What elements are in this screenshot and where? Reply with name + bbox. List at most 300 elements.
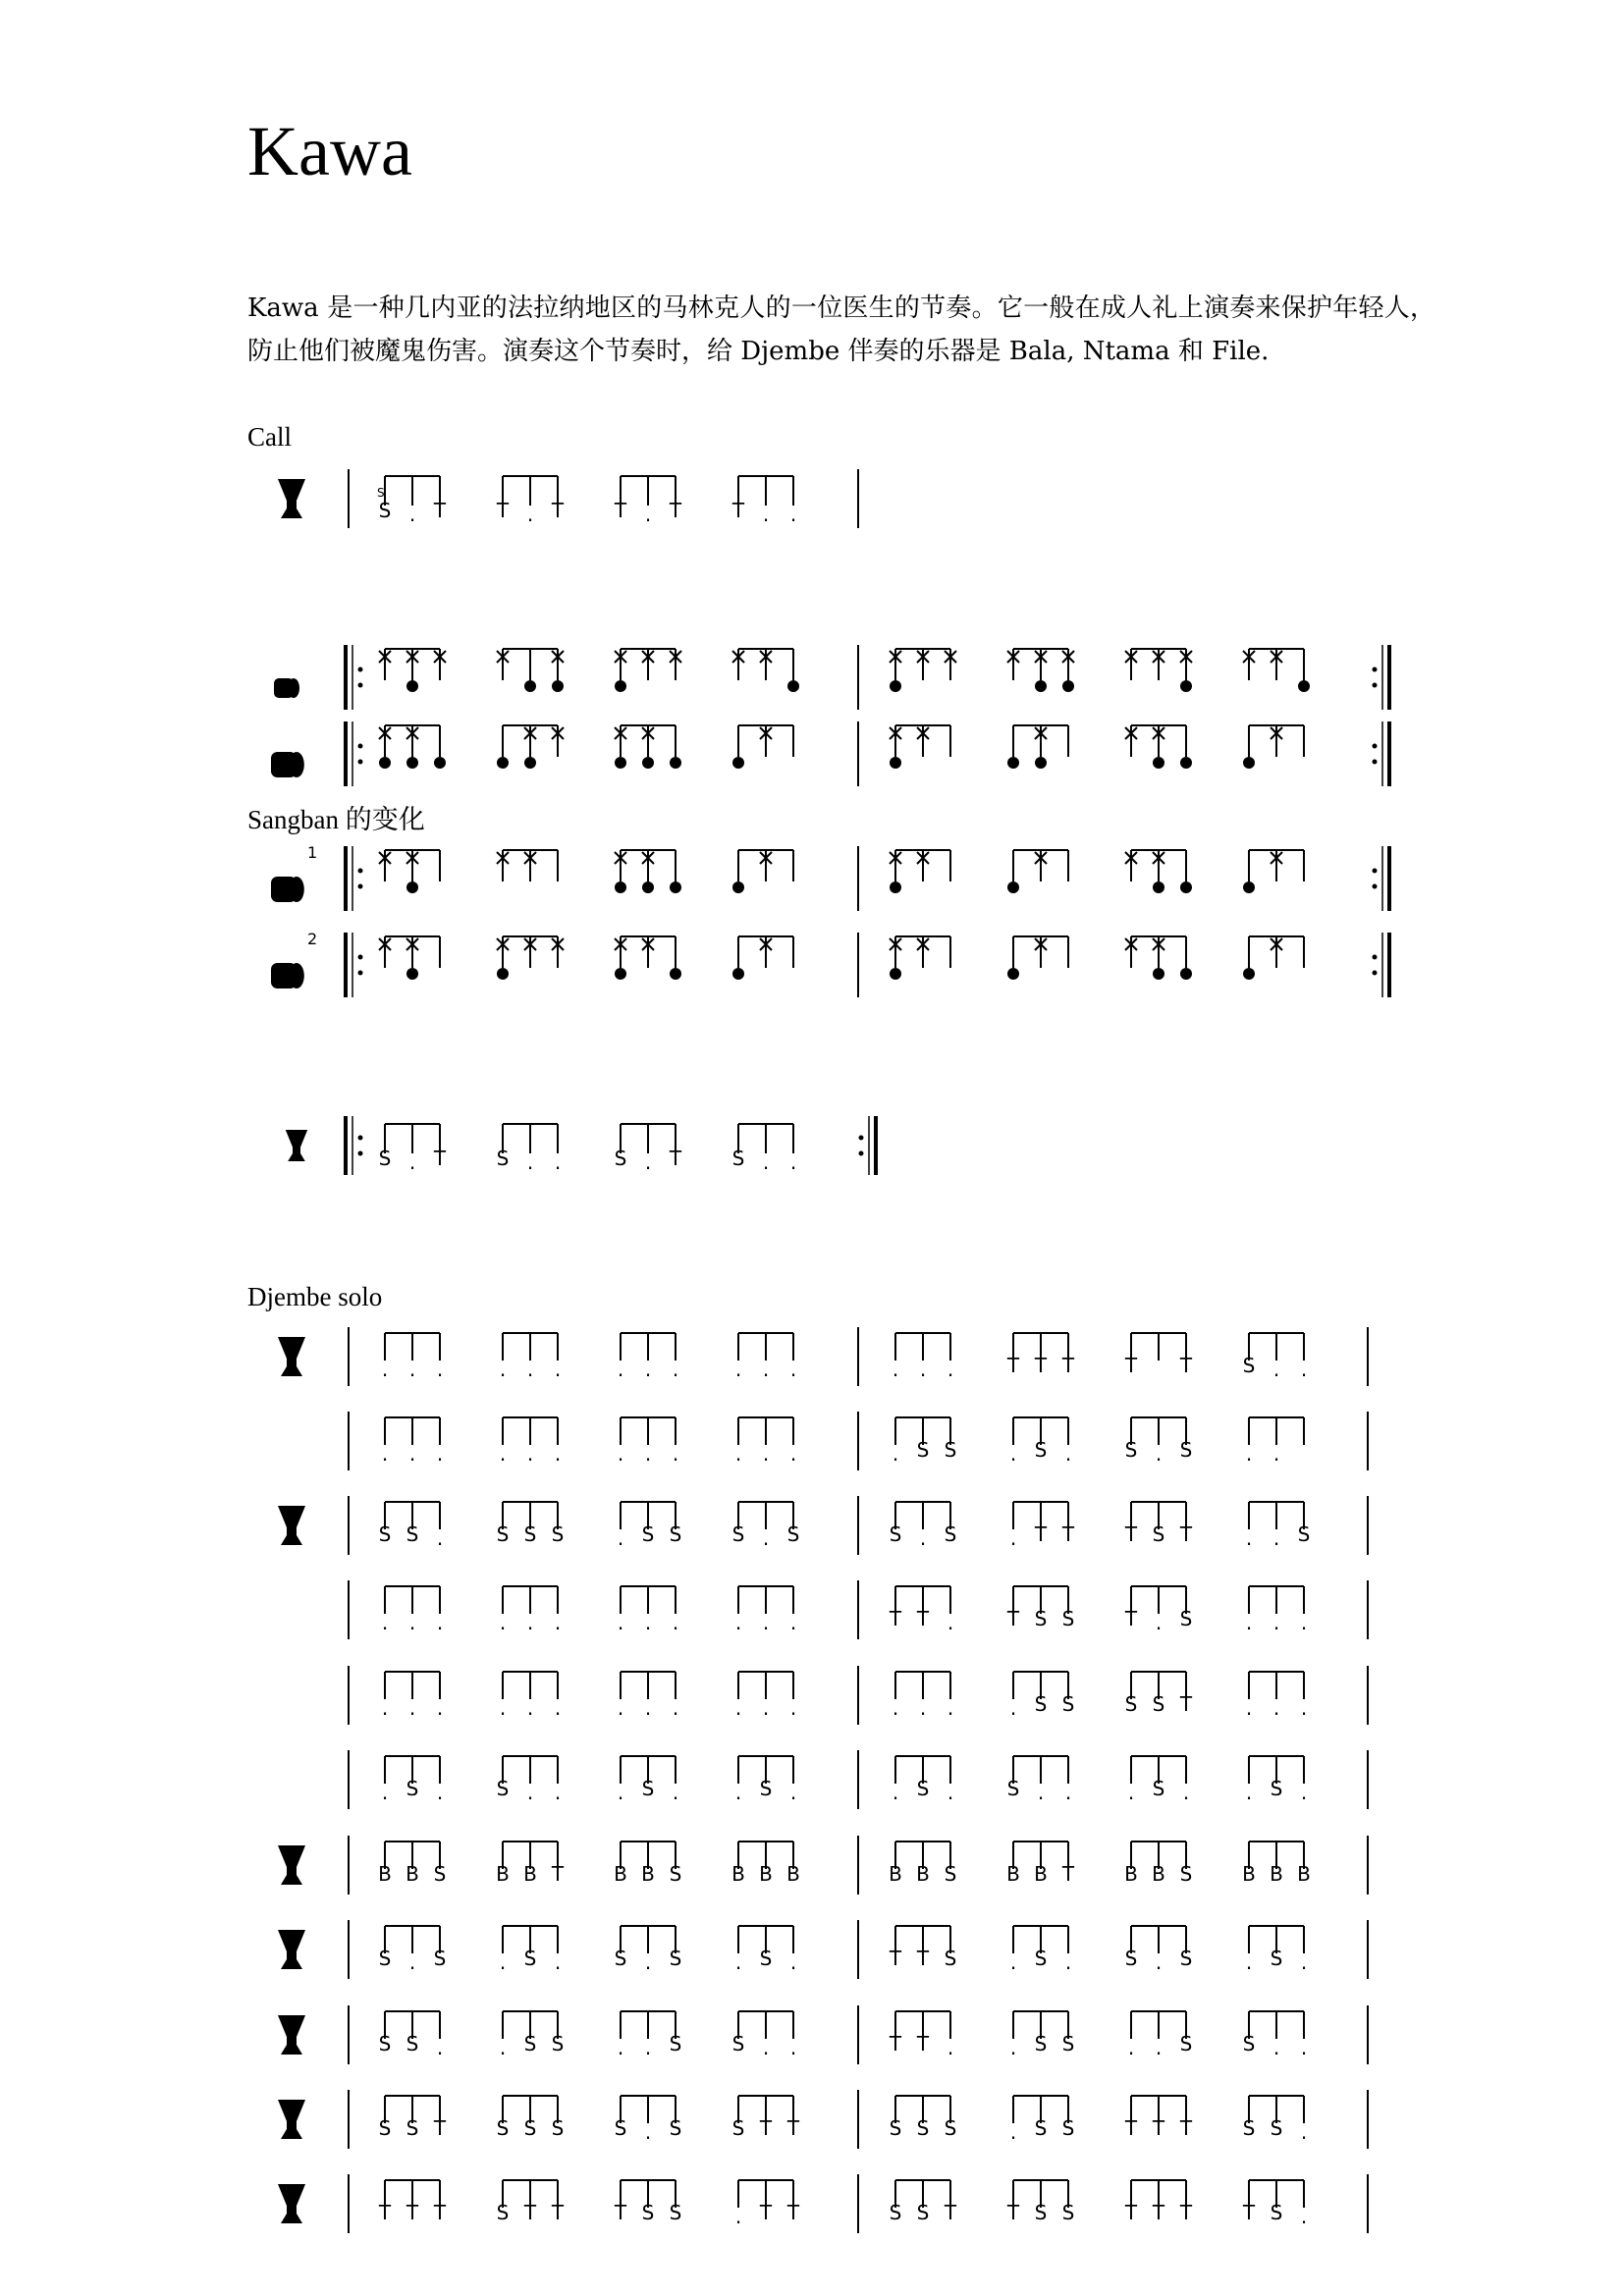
beat-group [1246,1926,1307,1974]
beat-group [500,2011,565,2059]
note-t: T [889,1607,902,1630]
beat-group [1128,1756,1189,1804]
note-t: T [1006,1354,1020,1377]
note-s: S [1124,1692,1138,1716]
beat-group [735,1333,796,1381]
drum-hit [1153,881,1164,893]
note-s: S [916,1438,930,1462]
rest-dot: . [734,1442,742,1466]
rest-dot: . [762,1358,770,1381]
rest-dot: . [554,1611,562,1634]
drum-hit [1180,881,1192,893]
rest-dot: . [526,1781,534,1804]
drum-hit [406,968,418,980]
rest-dot: . [408,1442,416,1466]
rest-dot: . [617,1526,624,1550]
beat-group [1010,1417,1071,1466]
note-s: S [496,1522,510,1546]
section-label-sangban-variation: Sangban 的变化 [247,805,425,834]
rest-dot: . [947,1696,954,1720]
drum-hit [497,757,509,769]
rest-dot: . [1300,2205,1308,2228]
beat-group [615,1926,682,1974]
note-s: S [406,1522,419,1546]
beat-group [1124,2180,1193,2224]
rest-dot: . [734,1781,742,1804]
rest-dot: . [734,1611,742,1634]
rest-dot: . [554,1150,562,1174]
drum-hit [434,757,446,769]
note-s: S [496,2201,510,2224]
beat-group [1243,1333,1308,1381]
note-t: T [1124,1607,1138,1630]
beat-group [497,725,564,769]
note-s: S [731,2116,745,2140]
beat-group [735,1586,796,1634]
repeat-start [346,721,363,786]
drum-hit [1007,757,1019,769]
rest-dot: . [789,1696,797,1720]
beat-group [1007,850,1068,893]
rest-dot: . [526,1150,534,1174]
beat-group [497,649,564,692]
beat-group [379,725,446,769]
note-s: S [916,2116,930,2140]
beat-group [500,1417,561,1466]
beat-group [496,476,565,526]
rest-dot: . [644,1696,652,1720]
note-s: S [1242,2032,1256,2056]
beat-group [615,1124,682,1174]
beat-group [1128,2011,1193,2059]
drum-hit [642,881,654,893]
beat-group [735,1756,796,1804]
beat-group [379,850,440,893]
rest-dot: . [1300,1781,1308,1804]
note-s: S [1242,2116,1256,2140]
beat-group [893,1417,957,1466]
note-t: T [1006,2201,1020,2224]
dundun-large-icon [271,752,304,777]
note-t: T [1006,1607,1020,1630]
rest-dot: . [1155,1442,1163,1466]
drum-hit [732,881,744,893]
beat-group [732,850,793,893]
note-t: T [731,499,745,522]
beat-group [1124,1333,1193,1377]
beat-group [497,850,558,881]
beat-group [497,1502,565,1546]
beat-group [732,1502,800,1550]
note-s: S [944,1947,957,1970]
note-t: T [496,499,510,522]
beat-group [382,1672,443,1720]
rest-dot: . [762,503,770,526]
variant-number: 2 [307,930,318,948]
rest-dot: . [1155,1950,1163,1974]
note-s: S [889,1522,902,1546]
rest-dot: . [892,1781,899,1804]
rest-dot: . [644,503,652,526]
drum-hit [732,757,744,769]
drum-hit [1180,757,1192,769]
note-t: T [916,2032,930,2056]
rest-dot: . [644,1150,652,1174]
note-s: S [551,2032,565,2056]
repeat-start [346,846,363,911]
beat-group [379,649,446,692]
beat-group [614,2180,681,2224]
note-t: T [523,2201,537,2224]
note-t: T [433,2201,447,2224]
rest-dot: . [381,1696,389,1720]
rest-dot: . [1009,2036,1017,2059]
note-t: T [786,2116,800,2140]
drum-hit [1007,968,1019,980]
djembe-icon [278,1506,305,1545]
beat-group [382,1333,443,1381]
rest-dot: . [554,1781,562,1804]
beat-group [379,2011,444,2059]
beat-group [889,1926,956,1970]
rest-dot: . [436,1611,444,1634]
note-t: T [1152,2201,1165,2224]
note-s: S [669,2201,682,2224]
rest-dot: . [789,1442,797,1466]
rest-dot: . [617,1611,624,1634]
beat-group [890,1502,957,1550]
beat-group [731,1842,800,1886]
rest-dot: . [672,1611,679,1634]
rest-dot: . [644,1950,652,1974]
beat-group [1006,1333,1075,1377]
djembe-icon [278,2015,305,2055]
beat-group [615,936,681,980]
rest-dot: . [919,1526,927,1550]
rest-dot: . [554,1950,562,1974]
rest-dot: . [554,1696,562,1720]
beat-group [1242,1842,1311,1886]
rest-dot: . [672,1781,679,1804]
rest-dot: . [1155,1611,1163,1634]
note-s: S [1124,1947,1138,1970]
note-t: T [614,2201,627,2224]
beat-group [1125,1672,1193,1716]
rest-dot: . [617,1696,624,1720]
rest-dot: . [526,1442,534,1466]
rest-dot: . [947,2036,954,2059]
drum-hit [1243,757,1255,769]
note-s: S [731,2032,745,2056]
repeat-end [1373,645,1390,710]
rest-dot: . [1127,2036,1135,2059]
drum-hit [552,680,564,692]
drum-hit [1180,968,1192,980]
beat-group [497,2096,565,2140]
rest-dot: . [526,1358,534,1381]
beat-group [1246,1672,1307,1720]
beat-group [732,649,799,692]
note-b: B [641,1862,655,1886]
beat-group [618,2011,682,2059]
beat-group [732,725,793,769]
rest-dot: . [789,1781,797,1804]
drum-hit [890,757,901,769]
note-t: T [759,2201,773,2224]
rest-dot: . [1245,1781,1253,1804]
rest-dot: . [1300,1358,1308,1381]
note-s: S [1270,2116,1283,2140]
note-s: S [641,1777,655,1800]
note-s: S [759,1947,773,1970]
drum-hit [1035,680,1047,692]
rest-dot: . [408,1358,416,1381]
note-s: S [669,2116,682,2140]
note-s: S [1179,2032,1193,2056]
repeat-end [859,1116,877,1175]
note-s: S [641,1522,655,1546]
note-s: S [944,1438,957,1462]
rest-dot: . [947,1611,954,1634]
note-t: T [786,2201,800,2224]
rest-dot: . [1245,1611,1253,1634]
rest-dot: . [1182,1781,1190,1804]
note-s: S [731,1147,745,1170]
note-s: S [944,1862,957,1886]
note-s: S [889,2201,902,2224]
beat-group [1010,1926,1071,1974]
beat-group [618,1586,678,1634]
repeat-start [346,1116,363,1175]
beat-group [735,1926,796,1974]
rest-dot: . [1009,1526,1017,1550]
beat-group [382,1586,443,1634]
beat-group [500,1672,561,1720]
rest-dot: . [1272,1358,1280,1381]
rest-dot: . [762,2036,770,2059]
note-s: S [731,1522,745,1546]
drum-hit [1007,881,1019,893]
beat-group [379,936,440,980]
beat-group [614,476,682,526]
rest-dot: . [436,1526,444,1550]
rest-dot: . [1300,2120,1308,2144]
dundun-small-icon [274,678,299,698]
note-s: S [1179,1607,1193,1630]
note-s: S [669,1862,682,1886]
note-s: S [496,1777,510,1800]
rest-dot: . [617,1781,624,1804]
beat-group [893,1756,953,1804]
beat-group [893,1672,953,1720]
beat-group [614,1842,681,1886]
note-s: S [551,1522,565,1546]
dundun-large-icon [271,877,304,902]
note-t: T [1124,2201,1138,2224]
beat-group [382,1756,443,1804]
beat-group [1246,1586,1307,1634]
section-label-call: Call [247,422,292,452]
rest-dot: . [381,1442,389,1466]
beat-group [732,1124,797,1174]
drum-hit [1298,680,1310,692]
beat-group [1007,649,1074,692]
note-s: S [1297,1522,1311,1546]
beat-group [1006,2180,1074,2224]
rest-dot: . [644,2036,652,2059]
note-t: T [1179,2116,1193,2140]
rest-dot: . [408,503,416,526]
rest-dot: . [734,1950,742,1974]
repeat-end [1373,846,1390,911]
note-t: T [669,499,682,522]
note-s: S [406,2032,419,2056]
beat-group [732,936,793,980]
drum-hit [524,757,536,769]
note-s: S [1061,2032,1075,2056]
note-t: T [889,2032,902,2056]
drum-hit [615,680,626,692]
drum-hit [890,968,901,980]
rest-dot: . [526,1611,534,1634]
repeat-end [1373,933,1390,997]
djembe-icon [278,479,305,518]
beat-group [731,476,796,526]
drum-hit [615,968,626,980]
rest-dot: . [734,2205,742,2228]
drum-hit [497,968,509,980]
repeat-start [346,933,363,997]
note-b: B [1242,1862,1256,1886]
note-s: S [1034,1607,1048,1630]
note-s: S [786,1522,800,1546]
note-s: S [378,1947,392,1970]
note-t: T [1179,1522,1193,1546]
rest-dot: . [762,1611,770,1634]
beat-group [497,936,564,980]
rest-dot: . [499,2036,507,2059]
beat-group [1010,1672,1075,1720]
description-paragraph: Kawa 是一种几内亚的法拉纳地区的马林克人的一位医生的节奏。它一般在成人礼上演奏来保护年轻人，防止他们被魔鬼伤害。演奏这个节奏时，给 Djembe 伴奏的乐器是 Bala, Ntama 和 File. [247,294,1435,366]
rest-dot: . [408,1150,416,1174]
note-b: B [1034,1862,1048,1886]
djembe-icon [278,2184,305,2223]
rest-dot: . [919,1358,927,1381]
drum-hit [615,757,626,769]
note-s: S [614,2116,627,2140]
note-s: S [1006,1777,1020,1800]
drum-hit [670,757,681,769]
note-t: T [433,499,447,522]
note-s: S [523,1522,537,1546]
beat-group [618,1756,678,1804]
beat-group [1243,649,1310,692]
note-s: S [523,1947,537,1970]
rest-dot: . [1272,1696,1280,1720]
rest-dot: . [408,1611,416,1634]
rest-dot: . [762,1442,770,1466]
note-t: T [1061,1522,1075,1546]
drum-hit [787,680,799,692]
rest-dot: . [617,1358,624,1381]
rest-dot: . [919,1696,927,1720]
beat-group [615,850,681,893]
repeat-end [1373,721,1390,786]
section-label-djembe-solo: Djembe solo [247,1282,383,1311]
beat-group [1010,2096,1075,2144]
beat-group [497,1124,562,1174]
note-t: T [551,1862,565,1886]
rest-dot: . [1037,1781,1045,1804]
note-b: B [523,1862,537,1886]
rest-dot: . [499,1950,507,1974]
note-t: T [1061,1862,1075,1886]
beat-group [889,1842,956,1886]
drum-hit [670,881,681,893]
djembe-icon [278,1337,305,1376]
beat-group [890,936,950,980]
beat-group [615,2096,682,2144]
note-s: S [406,1777,419,1800]
note-s: S [378,499,392,522]
rest-dot: . [1300,1696,1308,1720]
rest-dot: . [1064,1781,1072,1804]
rest-dot: . [1009,2120,1017,2144]
note-b: B [614,1862,627,1886]
rest-dot: . [436,1781,444,1804]
note-s: S [614,1147,627,1170]
note-b: B [406,1862,419,1886]
note-s: S [1034,2116,1048,2140]
beat-group [618,1417,678,1466]
note-b: B [786,1862,800,1886]
drum-hit [890,881,901,893]
note-s: S [406,2116,419,2140]
beat-group [1243,850,1304,893]
rest-dot: . [1155,2036,1163,2059]
beat-group [379,2096,447,2140]
beat-group [889,2011,953,2059]
note-s: S [1242,1354,1256,1377]
rest-dot: . [762,1150,770,1174]
beat-group [615,725,681,769]
beat-group [1007,936,1068,980]
beat-group [735,2180,800,2228]
rest-dot: . [436,1442,444,1466]
note-b: B [1297,1862,1311,1886]
note-t: T [916,1607,930,1630]
rest-dot: . [1272,2036,1280,2059]
rest-dot: . [789,503,797,526]
beat-group [1010,1502,1075,1550]
note-t: T [1061,1354,1075,1377]
note-s: S [944,1522,957,1546]
beat-group [1125,850,1192,893]
beat-group [496,1842,565,1886]
rest-dot: . [672,1442,679,1466]
rest-dot: . [617,1442,624,1466]
note-s: S [496,1147,510,1170]
drum-hit [406,680,418,692]
beat-group [1124,2096,1193,2140]
beat-group [732,2096,800,2140]
rest-dot: . [892,1696,899,1720]
note-b: B [731,1862,745,1886]
djembe-icon [278,1845,305,1885]
beat-group [890,2180,957,2224]
rest-dot: . [408,1950,416,1974]
note-s: S [669,1947,682,1970]
